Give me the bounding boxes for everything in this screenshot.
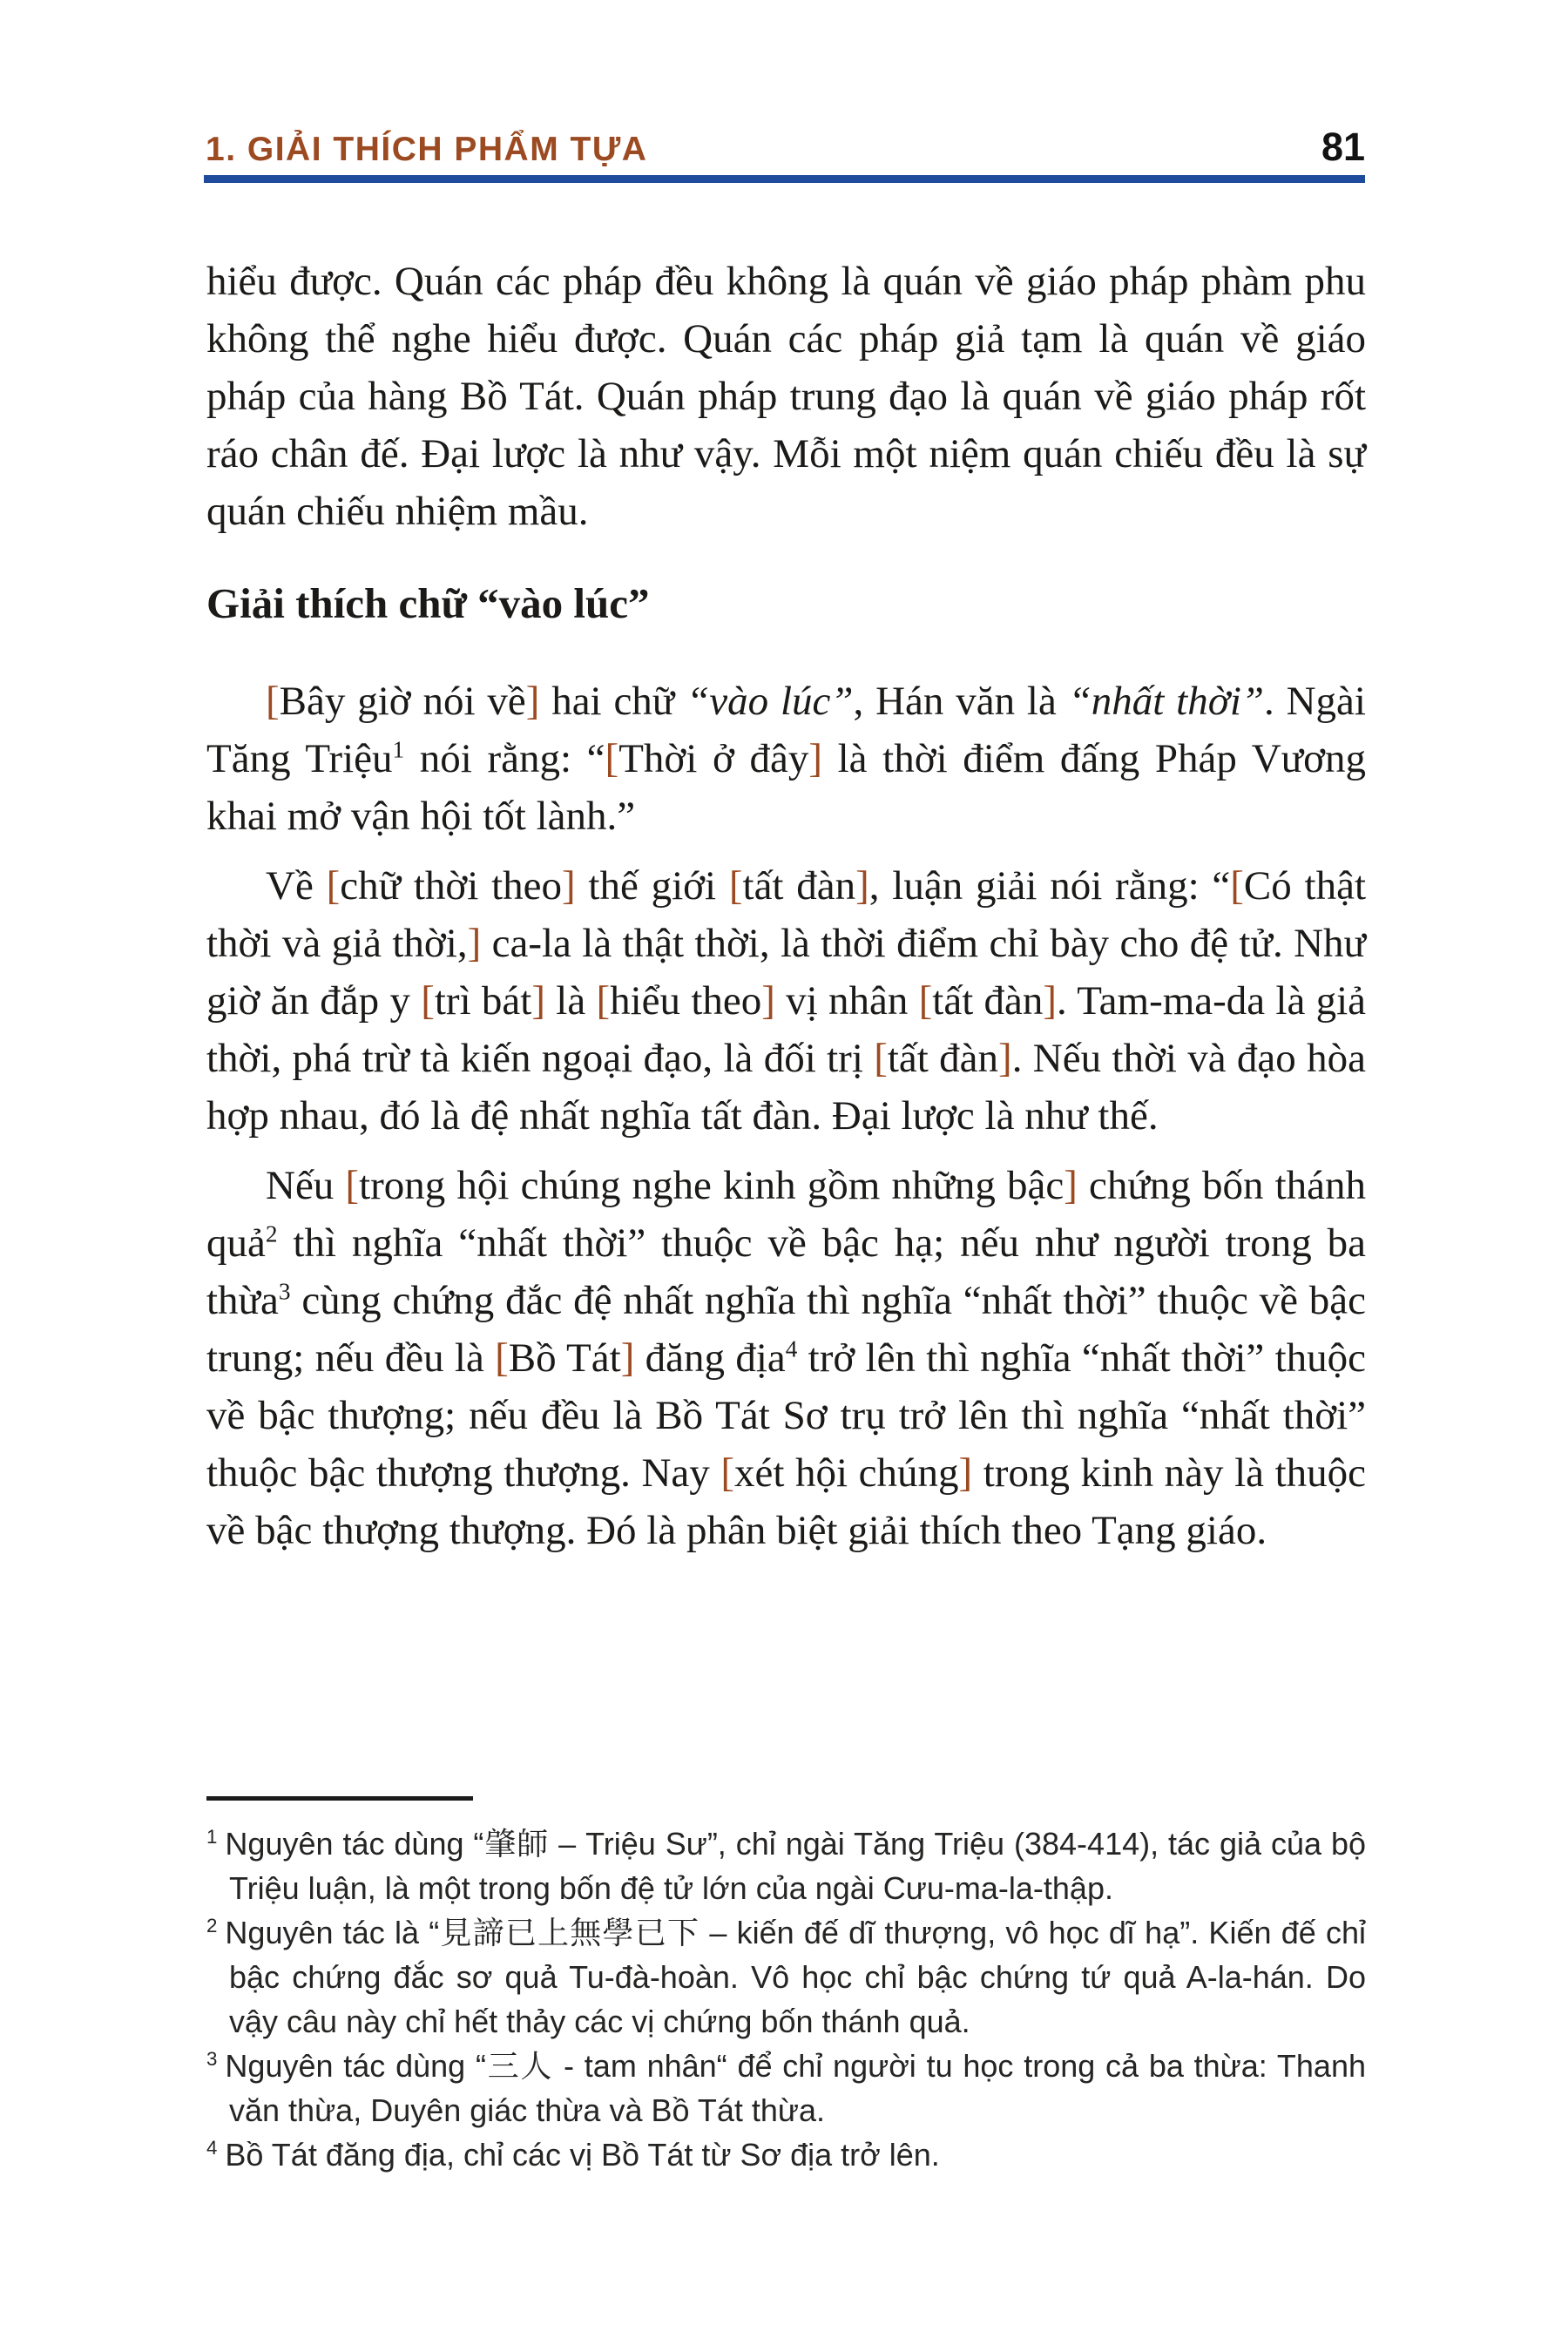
footnote-2-marker: 2 — [206, 1915, 218, 1936]
page-number: 81 — [1321, 125, 1365, 169]
section-heading: Giải thích chữ “vào lúc” — [206, 579, 650, 627]
paragraph-continuation: hiểu được. Quán các pháp đều không là quán về giáo pháp phàm phu không thể nghe hiểu được. Quán các pháp giả tạm là quán về giáo pháp của hàng Bồ Tát. Quán pháp trung đạo là quán về giáo pháp rốt ráo chân đế. Đại lược là như vậy. Mỗi một niệm quán chiếu đều là sự quán chiếu nhiệm mầu. — [206, 259, 1366, 534]
footnote-3-marker: 3 — [206, 2048, 218, 2070]
footnote-4-text: Bồ Tát đăng địa, chỉ các vị Bồ Tát từ Sơ địa trở lên. — [225, 2137, 940, 2173]
footnotes-section — [206, 1796, 1366, 2177]
footnote-1-marker: 1 — [206, 1826, 218, 1848]
footnote-3-text: Nguyên tác dùng “三人 - tam nhân“ để chỉ người tu học trong cả ba thừa: Thanh văn thừa, Duyên giác thừa và Bồ Tát thừa. — [225, 2048, 1366, 2128]
running-header-title: 1. GIẢI THÍCH PHẨM TỰA — [206, 131, 648, 168]
paragraph-bac-thuong: Nếu [trong hội chúng nghe kinh gồm những bậc] chứng bốn thánh quả$^2$ thì nghĩa “nhất thời” thuộc về bậc hạ; nếu như người trong ba thừa$^3$ cùng chứng đắc đệ nhất nghĩa thì nghĩa “nhất thời” thuộc về bậc trung; nếu đều là [Bồ Tát] đăng địa$^4$ trở lên thì nghĩa “nhất thời” thuộc về bậc thượng; nếu đều là Bồ Tát Sơ trụ trở lên thì nghĩa “nhất thời” thuộc bậc thượng thượng. Nay [xét hội chúng] trong kinh này là thuộc về bậc thượng thượng. Đó là phân biệt giải thích theo Tạng giáo. — [206, 1163, 1367, 1553]
header-rule — [204, 175, 1365, 183]
footnote-2 — [206, 1910, 1366, 2044]
footnote-4-marker: 4 — [206, 2137, 218, 2159]
footnote-1-text: Nguyên tác dùng “肇師 – Triệu Sư”, chỉ ngài Tăng Triệu (384-414), tác giả của bộ Triệu luận, là một trong bốn đệ tử lớn của ngài Cưu-ma-la-thập. — [225, 1826, 1366, 1906]
body-content — [206, 253, 1366, 1559]
footnote-3 — [206, 2044, 1366, 2132]
footnote-4 — [206, 2132, 1366, 2177]
paragraph-tat-dan: Về [chữ thời theo] thế giới [tất đàn], luận giải nói rằng: “[Có thật thời và giả thời,] ca-la là thật thời, là thời điểm chỉ bày cho đệ tử. Như giờ ăn đắp y [trì bát] là [hiểu theo] vị nhân [tất đàn]. Tam-ma-da là giả thời, phá trừ tà kiến ngoại đạo, là đối trị [tất đàn]. Nếu thời và đạo hòa hợp nhau, đó là đệ nhất nghĩa tất đàn. Đại lược là như thế. — [206, 863, 1367, 1139]
paragraph-nhat-thoi-intro: [Bây giờ nói về] hai chữ “vào lúc”, Hán văn là “nhất thời”. Ngài Tăng Triệu$^1$ nói rằng: “[Thời ở đây] là thời điểm đấng Pháp Vương khai mở vận hội tốt lành.” — [206, 679, 1366, 839]
footnote-2-text: Nguyên tác là “見諦已上無學已下 – kiến đế dĩ thượng, vô học dĩ hạ”. Kiến đế chỉ bậc chứng đắc sơ quả Tu-đà-hoàn. Vô học chỉ bậc chứng tứ quả A-la-hán. Do vậy câu này chỉ hết thảy các vị chứng bốn thánh quả. — [225, 1915, 1366, 2039]
footnote-separator — [206, 1796, 473, 1801]
footnote-1 — [206, 1821, 1366, 1910]
